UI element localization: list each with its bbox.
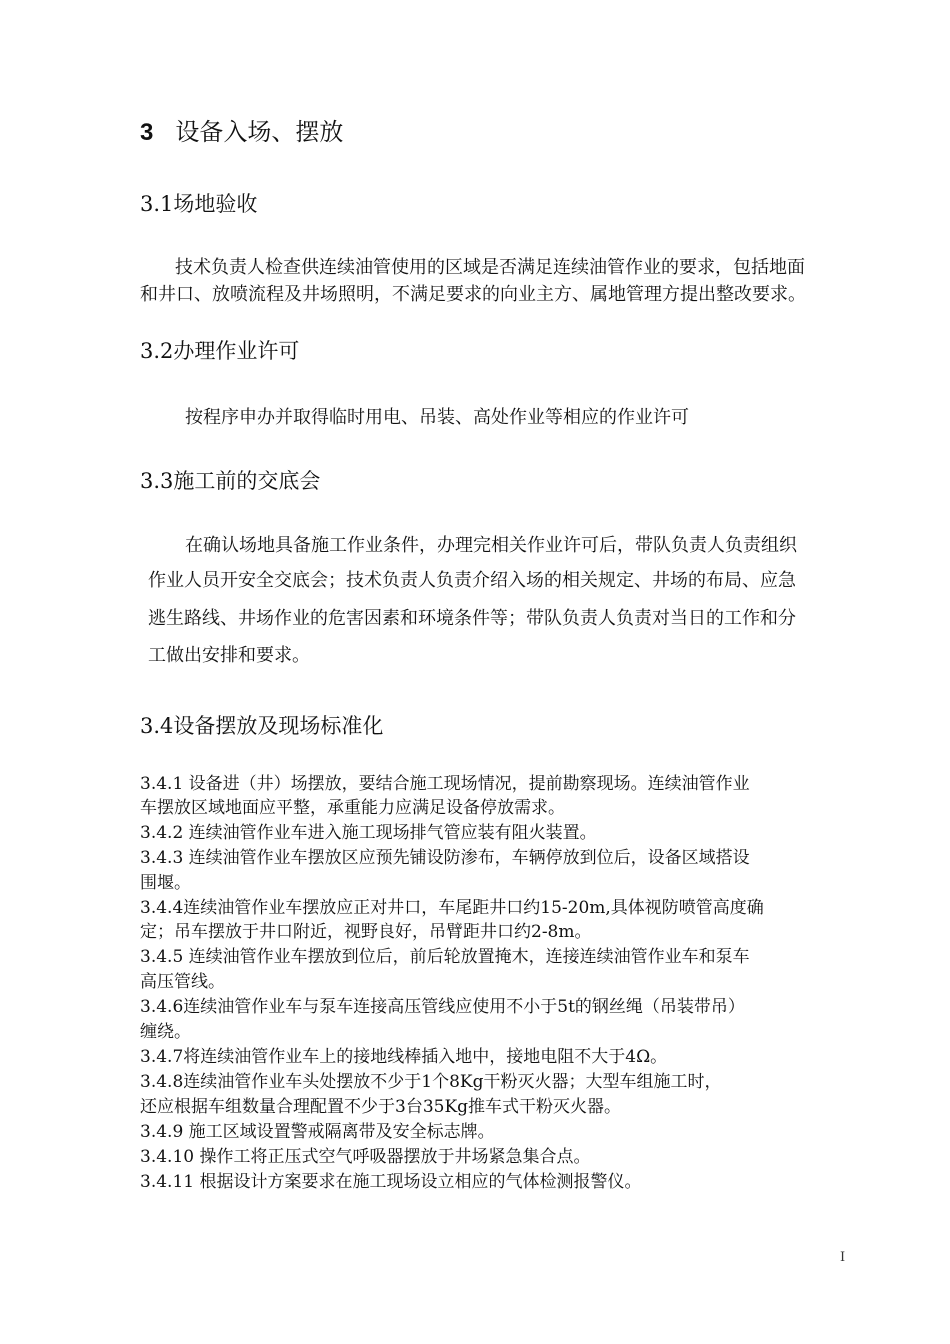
list-item: 3.4.6连续油管作业车与泵车连接高压管线应使用不小于5t的钢丝绳（吊装带吊）	[140, 997, 745, 1017]
page-number: I	[840, 1250, 846, 1265]
list-item: 3.4.9 施工区域设置警戒隔离带及安全标志牌。	[140, 1122, 495, 1142]
paragraph-line: 技术负责人检查供连续油管使用的区域是否满足连续油管作业的要求，包括地面	[175, 257, 805, 278]
list-item: 还应根据车组数量合理配置不少于3台35Kg推车式干粉灭火器。	[140, 1097, 622, 1117]
section-title-3-4: 3.4设备摆放及现场标准化	[140, 714, 384, 738]
paragraph-line: 逃生路线、井场作业的危害因素和环境条件等；带队负责人负责对当日的工作和分	[148, 608, 796, 629]
list-item: 3.4.5 连续油管作业车摆放到位后，前后轮放置掩木，连接连续油管作业车和泵车	[140, 947, 750, 967]
list-item: 3.4.4连续油管作业车摆放应正对井口，车尾距井口约15-20m,具体视防喷管高度确	[140, 898, 764, 918]
chapter-heading	[140, 112, 343, 147]
section-title-3-1: 3.1场地验收	[140, 192, 258, 216]
list-item: 缠绕。	[140, 1022, 191, 1042]
list-item: 3.4.10 操作工将正压式空气呼吸器摆放于井场紧急集合点。	[140, 1147, 591, 1167]
paragraph-line: 工做出安排和要求。	[148, 645, 310, 666]
list-item: 3.4.1 设备进（井）场摆放，要结合施工现场情况，提前勘察现场。连续油管作业	[140, 774, 750, 794]
paragraph-line: 按程序申办并取得临时用电、吊装、高处作业等相应的作业许可	[185, 407, 689, 428]
paragraph-line: 和井口、放喷流程及井场照明，不满足要求的向业主方、属地管理方提出整改要求。	[140, 284, 806, 305]
list-item: 车摆放区域地面应平整，承重能力应满足设备停放需求。	[140, 798, 565, 818]
chapter-number: 3	[140, 119, 154, 146]
chapter-title: 设备入场、摆放	[175, 118, 344, 146]
list-item: 3.4.3 连续油管作业车摆放区应预先铺设防渗布，车辆停放到位后，设备区域搭设	[140, 848, 750, 868]
list-item: 3.4.11 根据设计方案要求在施工现场设立相应的气体检测报警仪。	[140, 1172, 642, 1192]
list-item: 围堰。	[140, 873, 191, 893]
list-item: 3.4.8连续油管作业车头处摆放不少于1个8Kg干粉灭火器；大型车组施工时，	[140, 1072, 722, 1092]
list-item: 高压管线。	[140, 972, 225, 992]
list-item: 3.4.2 连续油管作业车进入施工现场排气管应装有阻火装置。	[140, 823, 597, 843]
paragraph-line: 作业人员开安全交底会；技术负责人负责介绍入场的相关规定、井场的布局、应急	[148, 570, 796, 591]
paragraph-line: 在确认场地具备施工作业条件，办理完相关作业许可后，带队负责人负责组织	[185, 535, 797, 556]
section-title-3-2: 3.2办理作业许可	[140, 339, 300, 363]
list-item: 定；吊车摆放于井口附近，视野良好，吊臂距井口约2-8m。	[140, 922, 592, 942]
section-title-3-3: 3.3施工前的交底会	[140, 469, 321, 493]
list-item: 3.4.7将连续油管作业车上的接地线棒插入地中，接地电阻不大于4Ω。	[140, 1047, 668, 1067]
